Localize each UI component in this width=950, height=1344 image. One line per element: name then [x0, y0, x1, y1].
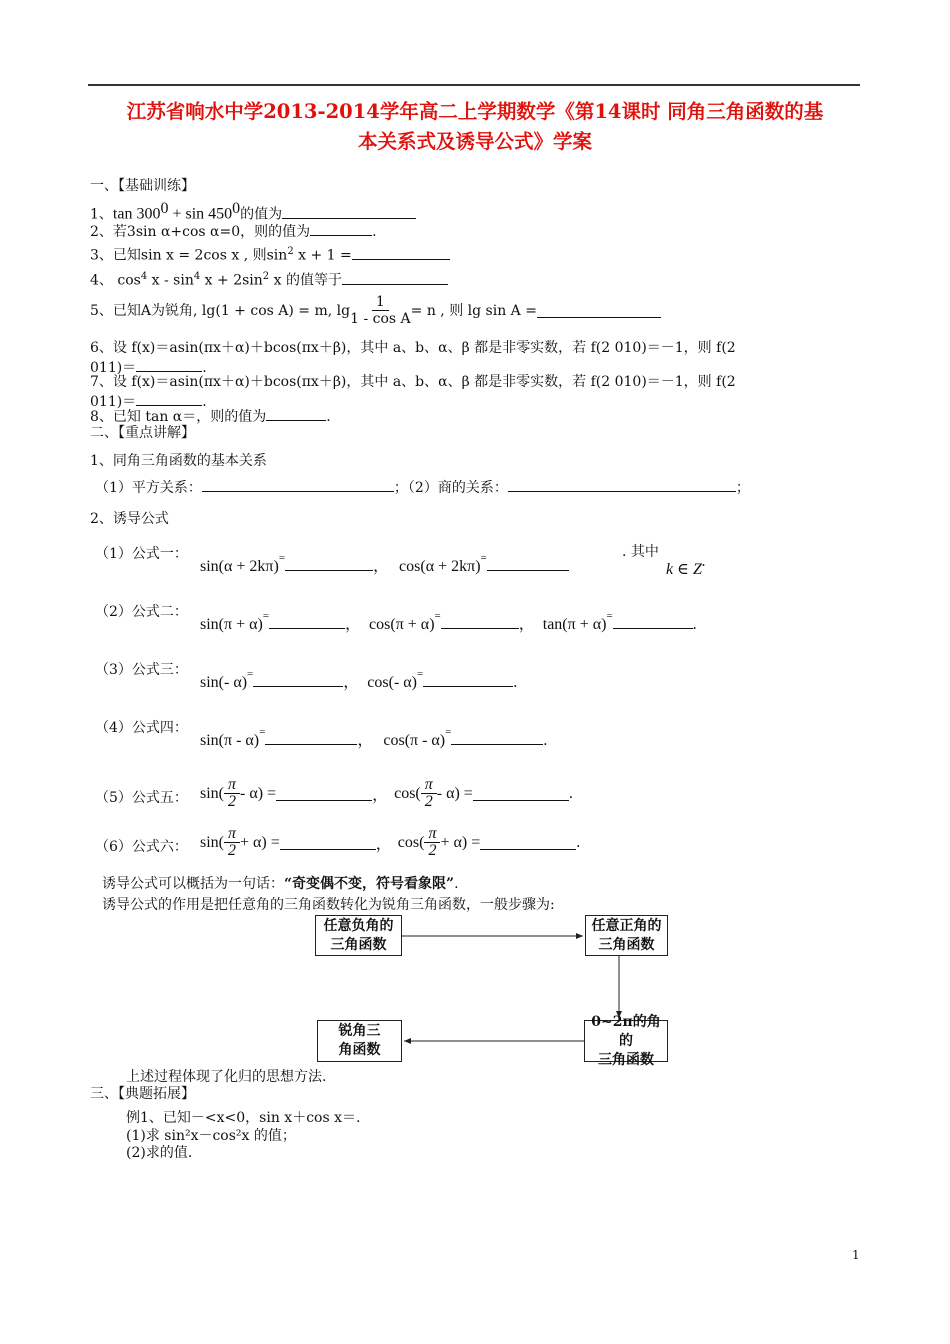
section1-heading: 一、【基础训练】 — [90, 178, 195, 194]
question-5: 5、已知A为锐角, lg(1 + cos A) = m, lg $\frac{1}{\text{1 - cos A}}$ = n , 则 lg sin A = — [90, 294, 661, 327]
formula-2-label: （2）公式二： — [95, 604, 188, 620]
formula-2: sin(π + α)= ， cos(π + α)= ， tan(π + α)= . — [200, 610, 697, 633]
question-7: 7、设 f(x)＝asin(πx＋α)＋bcos(πx＋β)，其中 a、b、α、β 都是非零实数，若 f(2 010)＝－1，则 f(2 011)＝ . — [90, 374, 736, 410]
question-2: 2、若3sin α+cos α=0，则的值为 . — [90, 221, 377, 241]
flow-box-0-2pi: 0~2π的角的 三角函数 — [584, 1020, 668, 1062]
section2-heading: 二、【重点讲解】 — [90, 425, 195, 441]
relations-line: （1）平方关系： ；（2）商的关系： ； — [95, 477, 750, 497]
summary-line: 诱导公式可以概括为一句话：“奇变偶不变，符号看象限”. — [102, 876, 459, 892]
formula-4: sin(π - α)= ， cos(π - α)= . — [200, 726, 548, 749]
question-3: 3、已知sin x = 2cos x , 则$\sin^2 x + 1$ = — [90, 243, 450, 265]
formula-3: sin(- α)= ， cos(- α)= . — [200, 668, 518, 691]
formula-6: sin( $\frac{\pi}{2}$ + α) = ， cos( $\frac{\pi}{2}$ + α) = . — [200, 825, 581, 859]
example-1-part-2: (2)求的值. — [126, 1145, 193, 1161]
formula-5: sin( $\frac{\pi}{2}$ - α) = ， cos( $\frac{\pi}{2}$ - α) = . — [200, 776, 573, 810]
formula-1-tail: . 其中 — [622, 544, 659, 560]
subheading-induction: 2、诱导公式 — [90, 511, 169, 527]
fraction: $\frac{1}{\text{1 - cos A}}$ — [350, 294, 411, 327]
purpose-line: 诱导公式的作用是把任意角的三角函数转化为锐角三角函数，一般步骤为: — [102, 897, 555, 913]
flow-box-positive-angle: 任意正角的 三角函数 — [585, 915, 668, 956]
question-4: 4、 $\cos^4 x - \sin^4 x + 2\sin^2$ x 的值等于 — [90, 268, 448, 290]
question-1: 1、$\tan 300^0 + \sin 450^0$的值为 — [90, 200, 416, 224]
question-6: 6、设 f(x)＝asin(πx＋α)＋bcos(πx＋β)，其中 a、b、α、β 都是非零实数，若 f(2 010)＝－1，则 f(2 011)＝ . — [90, 340, 736, 376]
formula-5-label: （5）公式五： — [95, 790, 188, 806]
formula-4-label: （4）公式四： — [95, 720, 188, 736]
formula-3-label: （3）公式三： — [95, 662, 188, 678]
flow-box-negative-angle: 任意负角的 三角函数 — [315, 915, 402, 956]
formula-1-condition: k ∈ Z. — [666, 553, 706, 578]
example-1: 例1、已知－<x<0，sin x＋cos x＝. — [126, 1110, 361, 1126]
page-number: 1 — [852, 1248, 860, 1262]
subheading-relations: 1、同角三角函数的基本关系 — [90, 453, 267, 469]
formula-6-label: （6）公式六： — [95, 839, 188, 855]
flow-box-acute-angle: 锐角三 角函数 — [317, 1020, 402, 1062]
section3-heading: 三、【典题拓展】 — [90, 1086, 195, 1102]
title-line-2: 本关系式及诱导公式》学案 — [357, 130, 592, 153]
formula-1: sin(α + 2kπ)= ， cos(α + 2kπ)= — [200, 552, 569, 576]
title-line-1: 江苏省响水中学2013-2014学年高二上学期数学《第14课时 同角三角函数的基 — [126, 100, 824, 123]
formula-1-label: （1）公式一： — [95, 546, 188, 562]
question-8: 8、已知 tan α＝，则的值为 . — [90, 406, 331, 426]
conclusion-line: 上述过程体现了化归的思想方法. — [126, 1069, 327, 1085]
example-1-part-1: (1)求 sin²x－cos²x 的值； — [126, 1128, 296, 1144]
